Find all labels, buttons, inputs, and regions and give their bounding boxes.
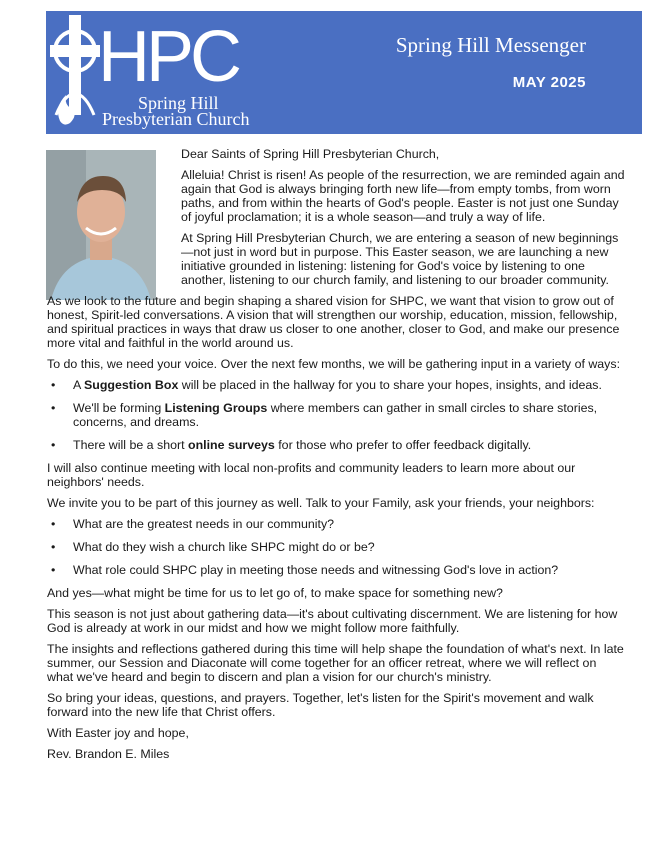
issue-date: MAY 2025 [512, 74, 586, 91]
question: What role could SHPC play in meeting those needs and witnessing God's love in action? [73, 563, 559, 577]
question: What do they wish a church like SHPC might do or be? [73, 540, 375, 554]
list-item: • A Suggestion Box will be placed in the hallway for you to share your hopes, insights, and ideas. [47, 378, 625, 392]
list-item: • There will be a short online surveys for those who prefer to offer feedback digitally. [47, 438, 625, 452]
bullet-icon: • [51, 517, 56, 531]
list-item [47, 540, 625, 554]
bold-term: Listening Groups [164, 401, 268, 415]
logo-letters: HPC [98, 17, 239, 97]
bullet-icon: • [51, 563, 56, 577]
list-item: • We'll be forming Listening Groups where members can gather in small circles to share stories, concerns, and dreams. [47, 401, 625, 429]
signature: Rev. Brandon E. Miles [47, 747, 170, 761]
paragraph-7: And yes—what might be time for us to let go of, to make space for something new? [47, 586, 503, 600]
logo-line-1: Spring Hill [138, 93, 219, 113]
paragraph-8: This season is not just about gathering data—it's about cultivating discernment. We are listening for how God is already at work in our midst and how we might follow more faithfully. [47, 607, 618, 635]
bullet-icon: • [51, 401, 56, 415]
question: What are the greatest needs in our community? [73, 517, 335, 531]
greeting: Dear Saints of Spring Hill Presbyterian Church, [181, 147, 440, 161]
list-item [47, 563, 625, 577]
bullet-icon: • [51, 438, 56, 452]
paragraph-10: So bring your ideas, questions, and prayers. Together, let's listen for the Spirit's movement and walk forward into the new life that Christ offers. [47, 691, 594, 719]
letter-body [47, 147, 625, 768]
paragraph-4: To do this, we need your voice. Over the next few months, we will be gathering input in a variety of ways: [47, 357, 621, 371]
bullet-icon: • [51, 540, 56, 554]
paragraph-5: I will also continue meeting with local non-profits and community leaders to learn more about our neighbors' needs. [47, 461, 576, 489]
bold-term: Suggestion Box [84, 378, 179, 392]
masthead [46, 11, 642, 134]
logo-church-name [102, 95, 249, 127]
bold-term: online surveys [188, 438, 275, 452]
paragraph-3: As we look to the future and begin shaping a shared vision for SHPC, we want that vision to grow out of honest, Spirit-led conversations. A vision that will strengthen our worship, education, mission, fellowship, and spiritual practices in ways that draw us closer to one another, closer to God, and make our presence more vital and faithful in the world around us. [47, 294, 620, 350]
closing: With Easter joy and hope, [47, 726, 189, 740]
paragraph-6: We invite you to be part of this journey as well. Talk to your Family, ask your friends, your neighbors: [47, 496, 595, 510]
paragraph-1: Alleluia! Christ is risen! As people of the resurrection, we are reminded again and again that God is always bringing forth new life—from empty tombs, from worn paths, and from within the hearts of God's people. Easter is not just one Sunday of joyful proclamation; it is a whole season—and truly a way of life. [181, 168, 625, 224]
paragraph-2: At Spring Hill Presbyterian Church, we are entering a season of new beginnings—not just in word but in purpose. This Easter season, we are launching a new initiative grounded in listening: listening for God's voice by listening to one another, listening to our church family, and listening to our broader community. [181, 231, 619, 287]
logo-line-2: Presbyterian Church [102, 109, 250, 129]
paragraph-9: The insights and reflections gathered during this time will help shape the foundation of what's next. In late summer, our Session and Diaconate will come together for an officer retreat, where we will reflect on what we've heard and begin to discern and plan a vision for our church's ministry. [47, 642, 624, 684]
list-item [47, 517, 625, 531]
celtic-cross-icon [50, 15, 100, 115]
newsletter-title: Spring Hill Messenger [395, 33, 586, 57]
bullet-icon: • [51, 378, 56, 392]
